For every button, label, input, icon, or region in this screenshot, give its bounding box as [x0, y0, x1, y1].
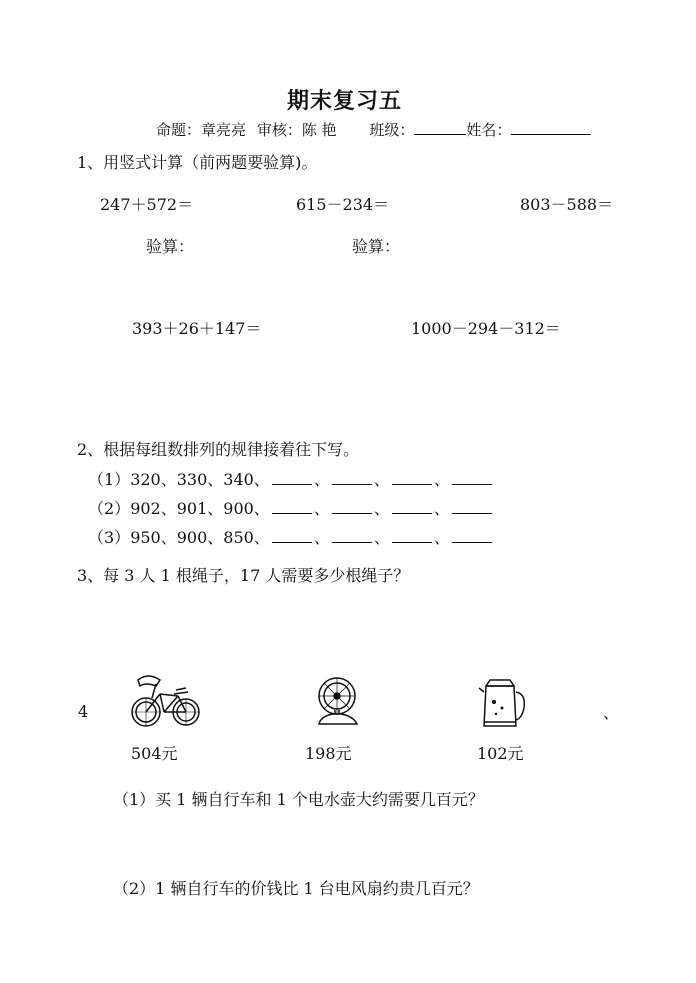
- q2-row-label: （1）: [88, 470, 131, 489]
- q1-problem-1: 247＋572＝: [100, 195, 194, 214]
- q2-row-values: 902、901、900、: [130, 499, 270, 518]
- separator: 、: [313, 470, 330, 489]
- q1-problem-4: 393＋26＋147＝: [132, 319, 262, 338]
- separator: 、: [433, 499, 450, 518]
- q4-sub2: （2）1 辆自行车的价钱比 1 台电风扇约贵几百元？: [113, 879, 479, 898]
- answer-blank[interactable]: [392, 530, 432, 543]
- answer-blank[interactable]: [452, 501, 492, 514]
- q2-heading: 2、根据每组数排列的规律接着往下写。: [77, 440, 360, 459]
- bicycle-icon: [130, 672, 202, 730]
- q3-heading: 3、每 3 人 1 根绳子，17 人需要多少根绳子？: [77, 566, 410, 585]
- q4-trailing-mark: 、: [603, 703, 620, 722]
- electric-fan-icon: [313, 676, 361, 730]
- q4-sub1: （1）买 1 辆自行车和 1 个电水壶大约需要几百元？: [113, 790, 484, 809]
- name-label: 姓名：: [466, 121, 512, 139]
- meta-line: [156, 119, 591, 140]
- separator: 、: [433, 470, 450, 489]
- answer-blank[interactable]: [332, 530, 372, 543]
- separator: 、: [313, 499, 330, 518]
- reviewer-name: 陈 艳: [301, 121, 337, 139]
- q1-heading: 1、用竖式计算（前两题要验算)。: [77, 153, 318, 172]
- answer-blank[interactable]: [272, 530, 312, 543]
- separator: 、: [373, 470, 390, 489]
- q2-row-1: [88, 467, 494, 490]
- answer-blank[interactable]: [272, 472, 312, 485]
- q1-check-label-2: 验算：: [352, 237, 401, 256]
- separator: 、: [373, 499, 390, 518]
- q1-problem-5: 1000－294－312＝: [411, 319, 561, 338]
- class-label: 班级：: [369, 121, 415, 139]
- separator: 、: [373, 528, 390, 547]
- author-label: 命题：: [156, 121, 202, 139]
- page-title: 期末复习五: [287, 88, 403, 114]
- q2-row-3: [88, 525, 494, 548]
- separator: 、: [433, 528, 450, 547]
- q2-row-label: （2）: [88, 499, 131, 518]
- q1-check-label-1: 验算：: [146, 237, 195, 256]
- q1-problem-2: 615－234＝: [296, 195, 390, 214]
- q2-row-values: 320、330、340、: [130, 470, 270, 489]
- q4-price-2: 198元: [305, 744, 352, 763]
- q2-row-values: 950、900、850、: [130, 528, 270, 547]
- answer-blank[interactable]: [452, 472, 492, 485]
- electric-kettle-icon: [478, 676, 530, 730]
- q4-price-3: 102元: [477, 744, 524, 763]
- answer-blank[interactable]: [332, 472, 372, 485]
- q4-number: 4: [78, 702, 89, 721]
- answer-blank[interactable]: [392, 501, 432, 514]
- reviewer-label: 审核：: [256, 121, 302, 139]
- answer-blank[interactable]: [392, 472, 432, 485]
- q1-problem-3: 803－588＝: [520, 195, 614, 214]
- answer-blank[interactable]: [332, 501, 372, 514]
- class-blank[interactable]: [414, 122, 466, 135]
- q2-row-2: [88, 496, 494, 519]
- answer-blank[interactable]: [272, 501, 312, 514]
- answer-blank[interactable]: [452, 530, 492, 543]
- name-blank[interactable]: [511, 122, 591, 135]
- q4-price-1: 504元: [131, 744, 178, 763]
- separator: 、: [313, 528, 330, 547]
- q2-row-label: （3）: [88, 528, 131, 547]
- author-name: 章亮亮: [201, 121, 247, 139]
